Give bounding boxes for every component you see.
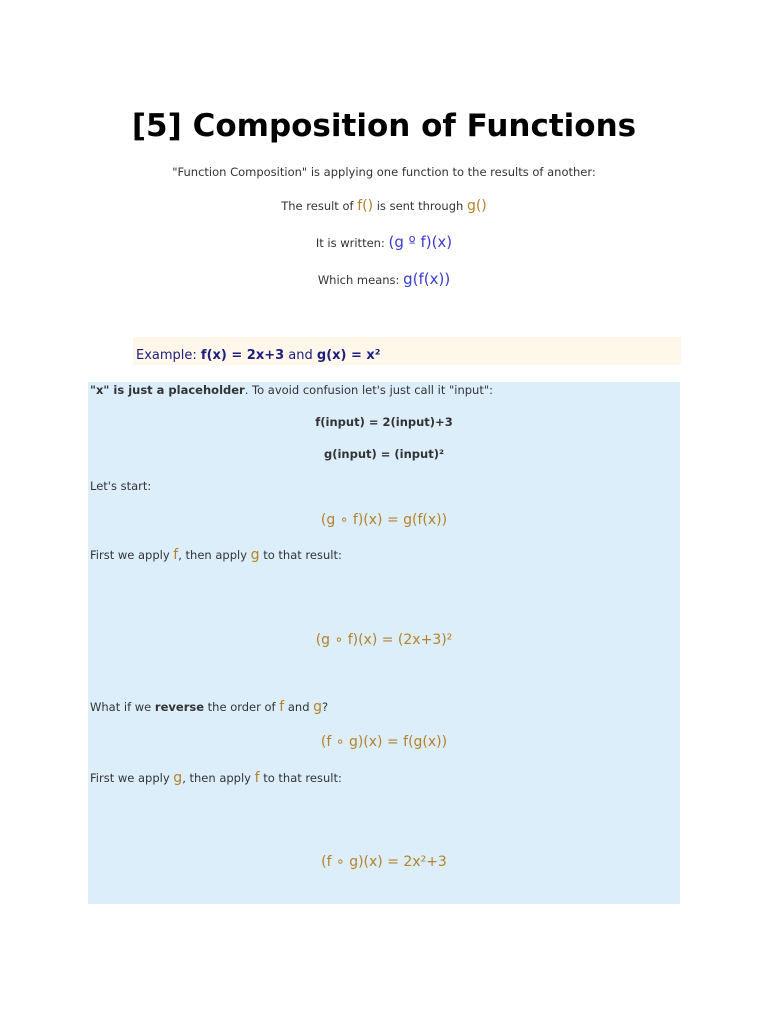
composition-notation: (g º f)(x): [388, 233, 453, 251]
means-line: [0, 270, 768, 288]
result-mid: is sent through: [373, 199, 467, 213]
written-line: [0, 233, 768, 251]
g-symbol: g: [173, 770, 183, 786]
placeholder-bold: "x" is just a placeholder: [90, 383, 245, 397]
reverse-line: [90, 699, 328, 715]
placeholder-rest: . To avoid confusion let's just call it "input":: [244, 383, 494, 397]
equation-2: (g ∘ f)(x) = (2x+3)²: [315, 632, 453, 648]
g-symbol: g(): [466, 198, 487, 214]
text-mid: , then apply: [182, 771, 255, 785]
example-and: and: [284, 348, 317, 363]
example-g-def: g(x) = x²: [316, 348, 381, 363]
reverse-bold: reverse: [154, 700, 205, 714]
g-input-formula: g(input) = (input)²: [323, 447, 445, 461]
placeholder-note: [90, 383, 493, 397]
intro-text: "Function Composition" is applying one function to the results of another:: [172, 165, 596, 179]
result-pre: The result of: [281, 199, 358, 213]
page-title: [5] Composition of Functions: [131, 108, 637, 144]
written-pre: It is written:: [315, 236, 389, 250]
composition-meaning: g(f(x)): [403, 270, 451, 288]
first-apply-f-line: [90, 547, 342, 563]
f-symbol: f: [173, 547, 179, 563]
g-symbol: g: [250, 547, 260, 563]
text-pre: First we apply: [90, 771, 174, 785]
first-apply-g-line: [90, 770, 342, 786]
equation-4: (f ∘ g)(x) = 2x²+3: [321, 854, 447, 870]
text-pre: First we apply: [90, 548, 174, 562]
f-symbol: f(): [357, 198, 374, 214]
text-mid: , then apply: [178, 548, 251, 562]
text-mid: the order of: [204, 700, 280, 714]
f-input-formula: f(input) = 2(input)+3: [315, 415, 453, 429]
f-symbol: f: [279, 699, 285, 715]
text-post: to that result:: [259, 548, 342, 562]
example-heading: [136, 348, 381, 363]
example-f-def: f(x) = 2x+3: [200, 348, 285, 363]
lets-start: Let's start:: [90, 479, 152, 493]
means-pre: Which means:: [317, 273, 404, 287]
equation-3: (f ∘ g)(x) = f(g(x)): [320, 734, 448, 750]
f-symbol: f: [254, 770, 260, 786]
text-post: to that result:: [259, 771, 342, 785]
text-and: and: [284, 700, 314, 714]
text-pre: What if we: [90, 700, 155, 714]
example-label: Example:: [136, 348, 201, 363]
equation-1: (g ∘ f)(x) = g(f(x)): [320, 512, 448, 528]
text-post: ?: [322, 700, 329, 714]
g-symbol: g: [313, 699, 323, 715]
result-line: [0, 198, 768, 214]
